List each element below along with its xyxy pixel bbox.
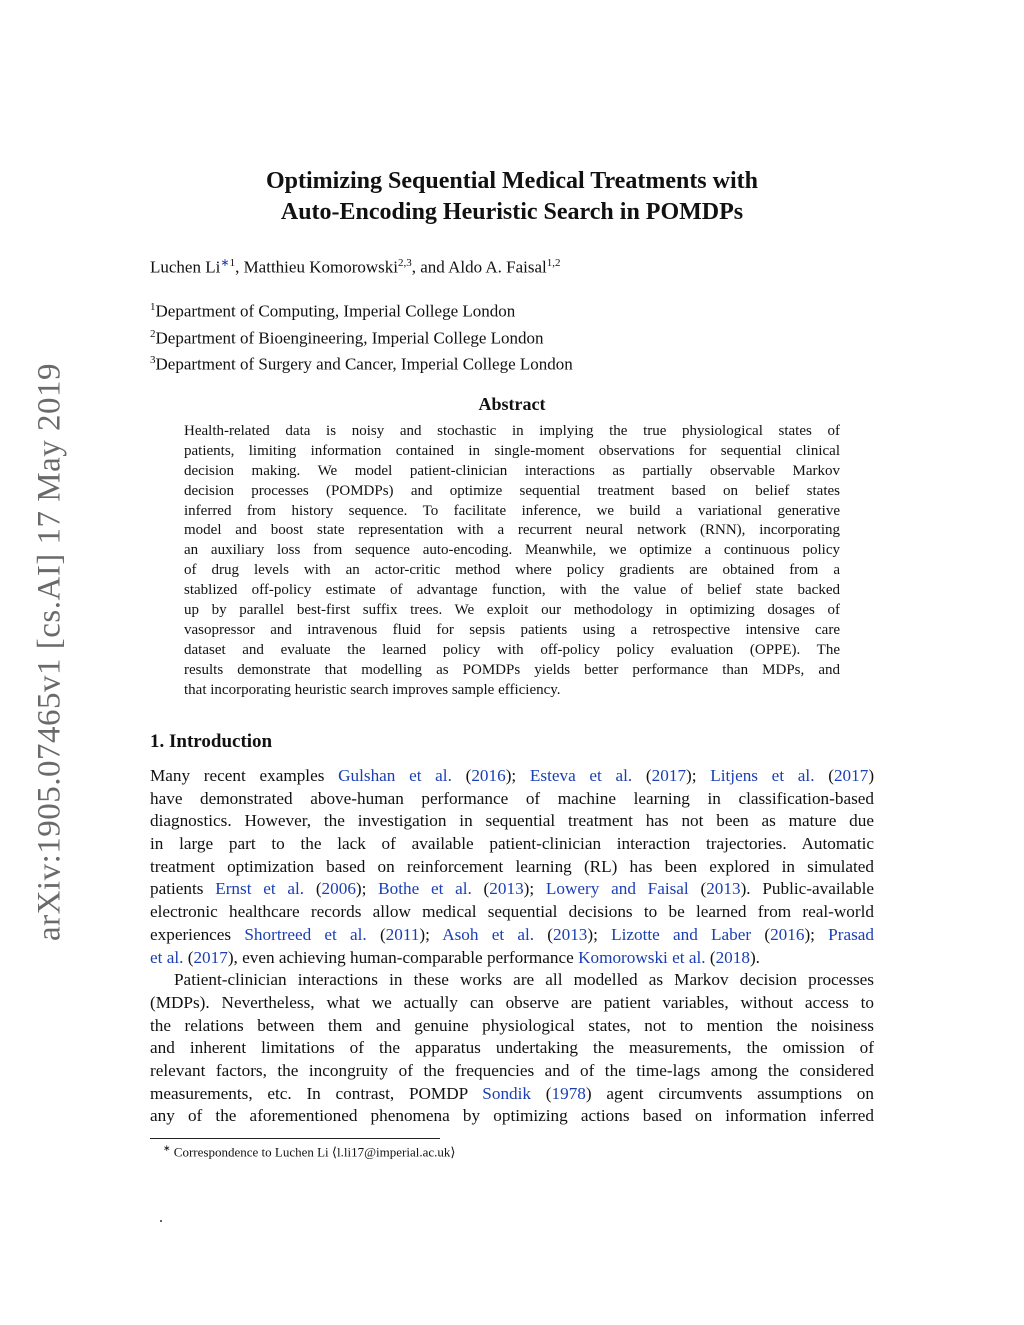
- section-heading-introduction: 1. Introduction: [150, 731, 273, 752]
- author-3-name: , and Aldo A. Faisal: [411, 257, 547, 277]
- citation-year-link[interactable]: 2017: [193, 947, 228, 967]
- author-3-affil: 1,2: [546, 257, 561, 269]
- abstract-line: patients, limiting information contained in single-moment observations for sequential clinical: [184, 442, 840, 459]
- intro-line: Patient-clinician interactions in these works are all modelled as Markov decision processes: [174, 970, 874, 990]
- abstract-line: that incorporating heuristic search improves sample efficiency.: [184, 681, 561, 698]
- arxiv-identifier: arXiv:1905.07465v1 [cs.AI] 17 May 2019: [31, 362, 68, 942]
- title-line-2: Auto-Encoding Heuristic Search in POMDPs: [280, 199, 744, 225]
- title-line-1: Optimizing Sequential Medical Treatments with: [266, 168, 758, 194]
- author-1-name: Luchen Li: [150, 257, 221, 277]
- citation-link[interactable]: Bothe et al.: [378, 879, 472, 899]
- citation-link[interactable]: Lowery and Faisal: [545, 879, 689, 899]
- affiliation-3: $^3$Department of Surgery and Cancer, Imperial College London: [150, 354, 573, 374]
- abstract-line: up by parallel best-first suffix trees. We exploit our methodology in optimizing dosages of: [184, 602, 840, 619]
- intro-line: electronic healthcare records allow medical sequential decisions to be learned from real-world: [150, 902, 874, 922]
- introduction-body: [150, 765, 874, 1128]
- abstract-line: decision processes (POMDPs) and optimize sequential treatment based on belief states: [184, 482, 840, 499]
- author-1-affil: 1: [229, 257, 236, 269]
- citation-link[interactable]: Asoh et al.: [442, 924, 535, 944]
- citation-year-link[interactable]: 2013: [489, 879, 524, 899]
- citation-year-link[interactable]: 2017: [833, 766, 869, 785]
- intro-line: diagnostics. However, the investigation in sequential treatment has not been as mature due: [150, 811, 874, 831]
- intro-line: Many recent examples Gulshan et al. (2016); Esteva et al. (2017); Litjens et al. (2017): [150, 766, 875, 785]
- intro-line: measurements, etc. In contrast, POMDP Sondik (1978) agent circumvents assumptions on: [150, 1083, 874, 1103]
- intro-line: the relations between them and genuine physiological states, not to mention the noisiness: [150, 1015, 874, 1035]
- abstract-heading: Abstract: [478, 394, 546, 414]
- footnote-divider: [150, 1138, 440, 1139]
- citation-link[interactable]: Komorowski et al.: [578, 947, 706, 967]
- intro-line: relevant factors, the incongruity of the frequencies and of the time-lags among the considered: [150, 1060, 874, 1080]
- intro-line: any of the aforementioned phenomena by optimizing actions based on information inferred: [150, 1106, 874, 1126]
- intro-line: et al. (2017), even achieving human-comparable performance Komorowski et al. (2018).: [150, 947, 760, 967]
- affiliations: [150, 296, 573, 376]
- page-dot: [160, 1220, 162, 1222]
- abstract-body: [184, 422, 840, 700]
- intro-line: and inherent limitations of the apparatus undertaking the measurements, the omission of: [150, 1038, 874, 1058]
- citation-link[interactable]: Ernst et al.: [215, 879, 305, 899]
- abstract-line: stablized off-policy estimate of advantage function, with the value of belief state backed: [184, 582, 840, 599]
- author-2-affil: 2,3: [397, 257, 412, 269]
- citation-link[interactable]: Litjens et al.: [710, 766, 815, 785]
- intro-line: patients Ernst et al. (2006); Bothe et al. (2013); Lowery and Faisal (2013). Public-available: [150, 879, 874, 899]
- footnote: [163, 1143, 455, 1160]
- citation-link[interactable]: Prasad: [828, 924, 874, 944]
- citation-link[interactable]: Lizotte and Laber: [611, 924, 752, 944]
- citation-year-link[interactable]: 2016: [770, 924, 805, 944]
- citation-year-link[interactable]: 2018: [715, 947, 750, 967]
- author-list: [150, 256, 561, 278]
- intro-line: experiences Shortreed et al. (2011); Asoh et al. (2013); Lizotte and Laber (2016); Prasad: [150, 924, 874, 944]
- citation-link[interactable]: Sondik: [482, 1083, 532, 1103]
- citation-link[interactable]: Gulshan et al.: [338, 766, 452, 785]
- arxiv-sidebar: [20, 352, 80, 952]
- abstract-line: results demonstrate that modelling as POMDPs yields better performance than MDPs, and: [184, 661, 840, 678]
- abstract-line: vasopressor and intravenous fluid for sepsis patients using a retrospective intensive care: [184, 621, 840, 638]
- abstract-line: inferred from history sequence. To facilitate inference, we build a variational generative: [184, 502, 840, 519]
- intro-line: have demonstrated above-human performance of machine learning in classification-based: [150, 788, 874, 808]
- citation-year-link[interactable]: 2016: [471, 766, 506, 785]
- citation-link[interactable]: Esteva et al.: [529, 766, 633, 785]
- citation-year-link[interactable]: 2013: [553, 924, 588, 944]
- citation-year-link[interactable]: 2006: [321, 879, 356, 899]
- footnote-text: Correspondence to Luchen Li ⟨l.li17@imperial.ac.uk⟩: [173, 1144, 456, 1160]
- abstract-line: decision making. We model patient-clinician interactions as partially observable Markov: [184, 462, 840, 479]
- footnote-marker: ∗: [163, 1143, 171, 1153]
- citation-year-link[interactable]: 2013: [706, 879, 741, 899]
- intro-line: in large part to the lack of available patient-clinician interaction trajectories. Automatic: [150, 834, 874, 854]
- intro-line: (MDPs). Nevertheless, what we actually can observe are patient variables, without access to: [150, 992, 874, 1012]
- paper-title: [150, 166, 874, 228]
- affiliation-1: $^1$Department of Computing, Imperial College London: [150, 301, 516, 321]
- citation-link[interactable]: et al.: [150, 947, 184, 967]
- citation-link[interactable]: Shortreed et al.: [244, 924, 367, 944]
- abstract-line: of drug levels with an actor-critic method where policy gradients are obtained from a: [184, 562, 840, 579]
- abstract-line: dataset and evaluate the learned policy with off-policy policy evaluation (OPPE). The: [184, 641, 840, 658]
- corresponding-author-marker[interactable]: ∗: [220, 257, 230, 269]
- abstract-line: an auxiliary loss from sequence auto-encoding. Meanwhile, we optimize a continuous policy: [184, 542, 840, 559]
- citation-year-link[interactable]: 1978: [551, 1083, 586, 1103]
- abstract-line: Health-related data is noisy and stochastic in implying the true physiological states of: [184, 423, 840, 439]
- affiliation-2: $^2$Department of Bioengineering, Imperial College London: [150, 327, 544, 348]
- citation-year-link[interactable]: 2017: [651, 766, 687, 785]
- intro-line: treatment optimization based on reinforcement learning (RL) has been explored in simulated: [150, 856, 874, 876]
- author-2-name: , Matthieu Komorowski: [235, 257, 398, 277]
- citation-year-link[interactable]: 2011: [385, 924, 420, 944]
- abstract-line: model and boost state representation with a recurrent neural network (RNN), incorporating: [184, 522, 840, 539]
